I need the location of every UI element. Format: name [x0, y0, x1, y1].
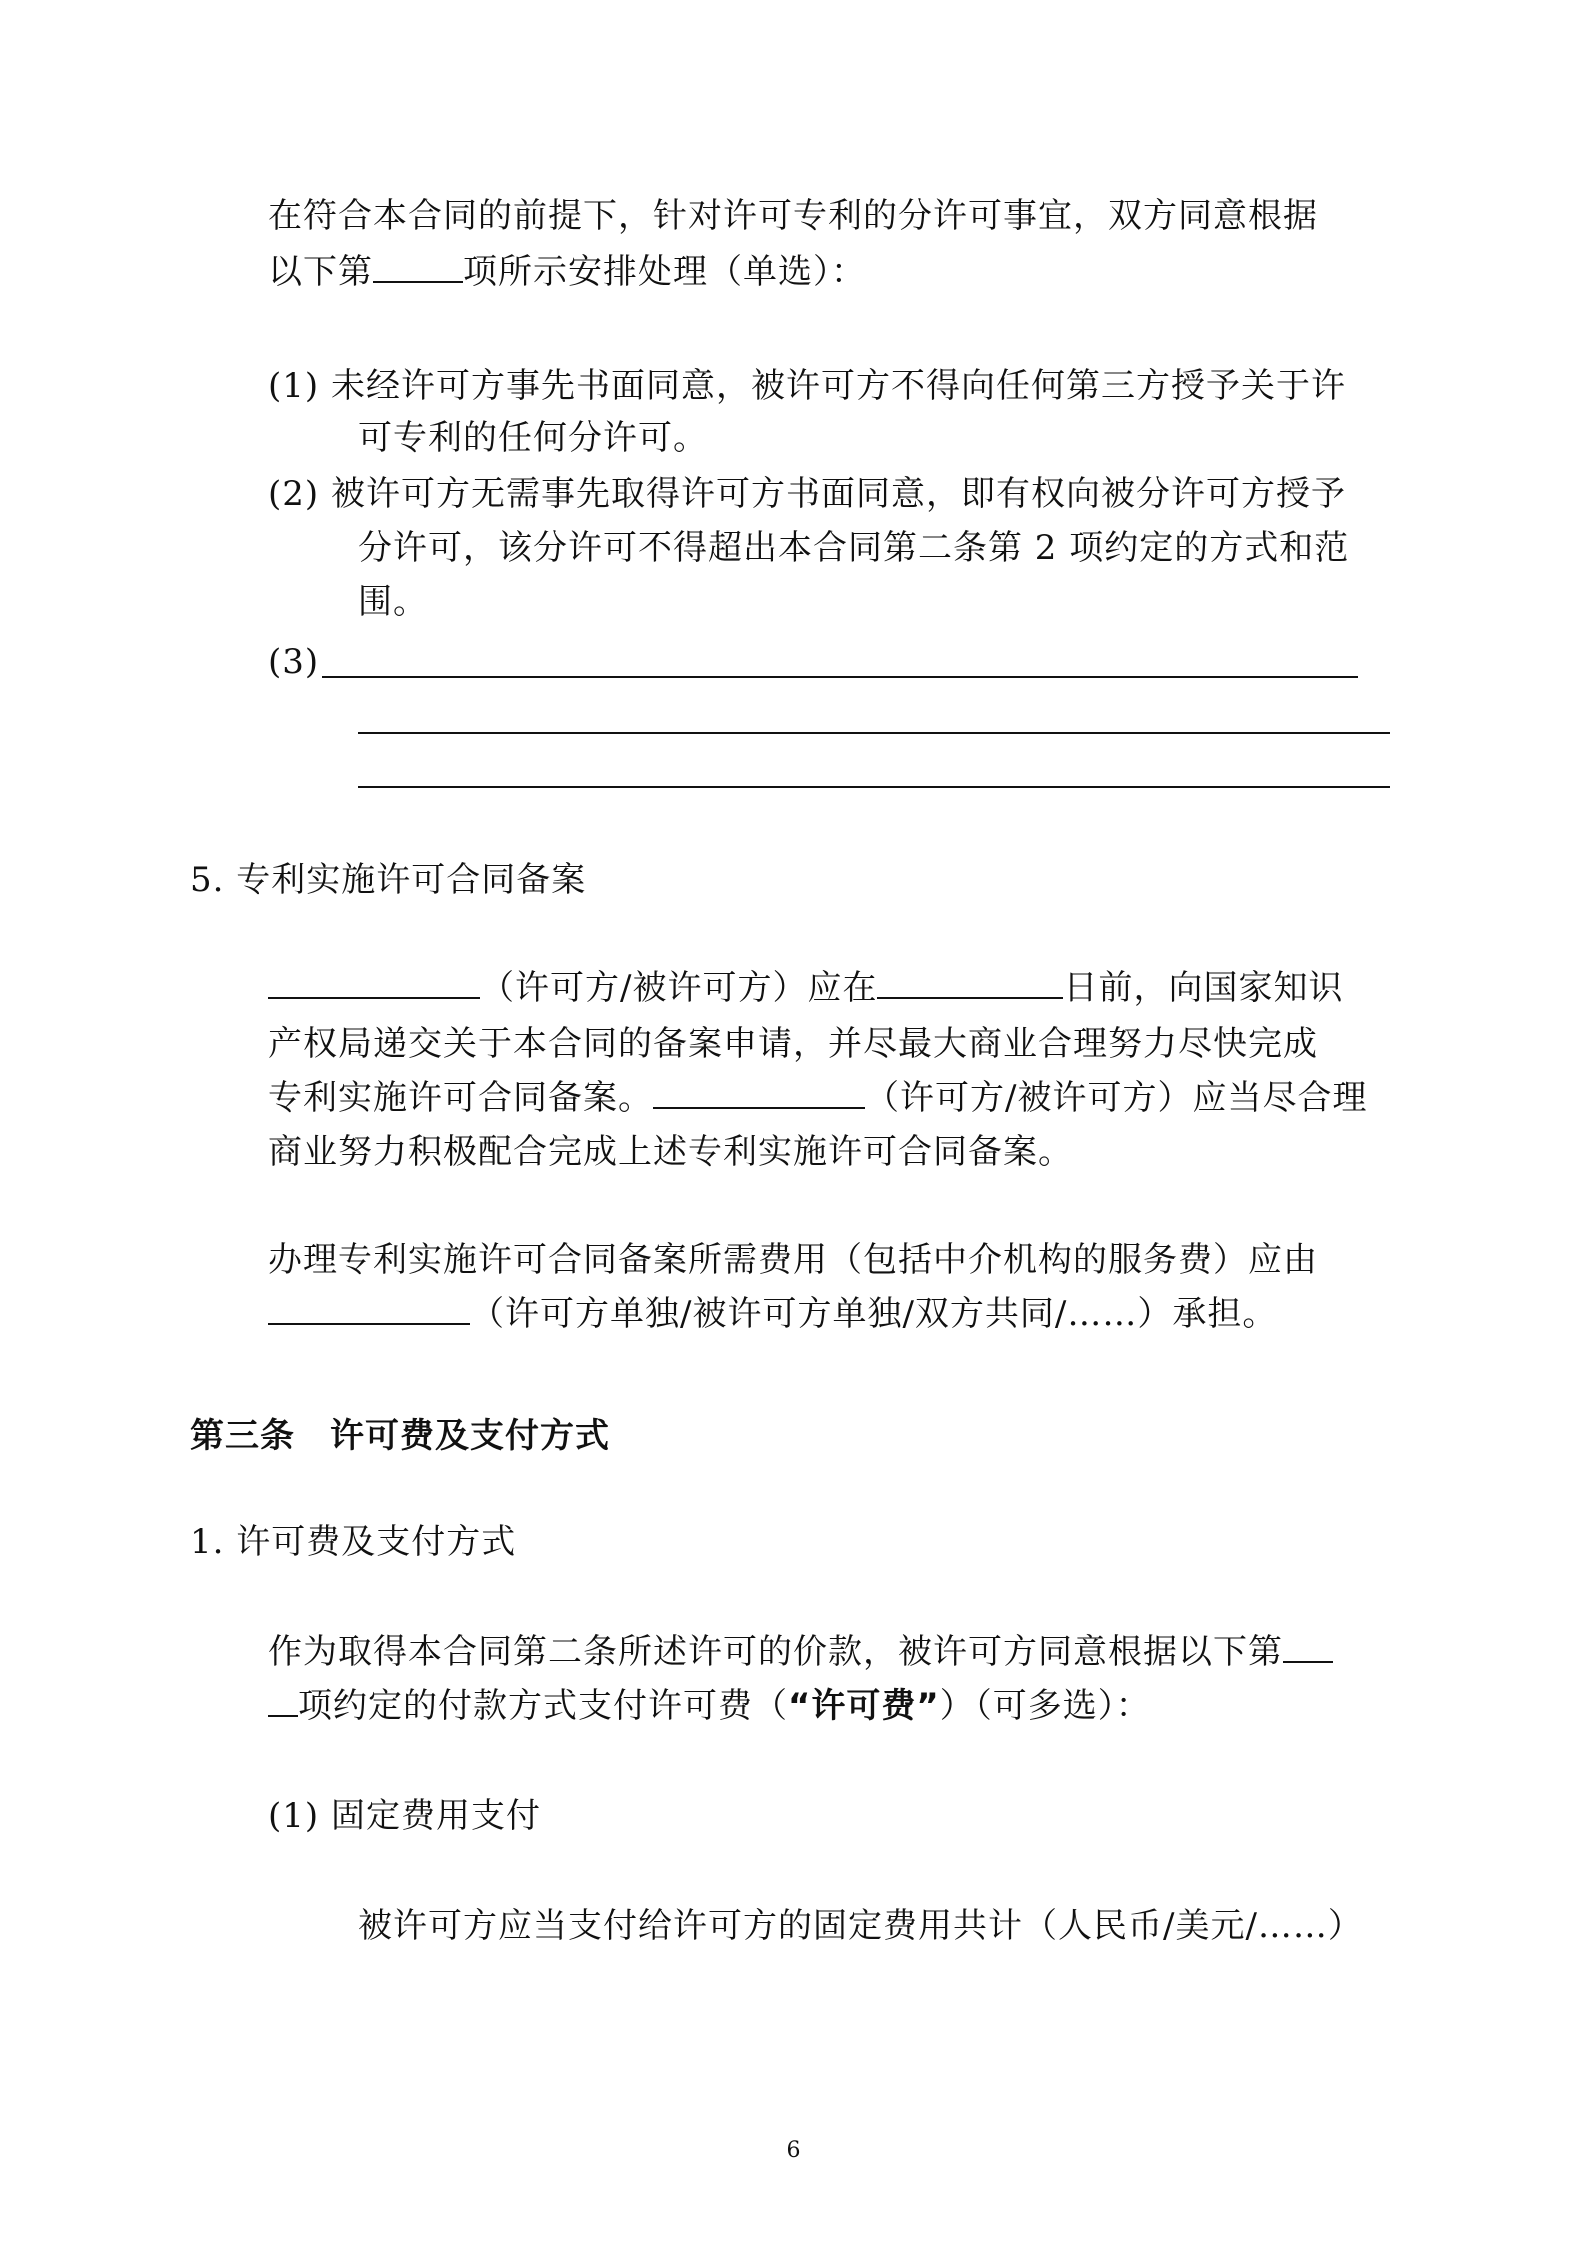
article-3-heading — [190, 1414, 610, 1458]
section-5-p1-text-f: 商业努力积极配合完成上述专利实施许可合同备案。 — [268, 1132, 1073, 1172]
fee-bearer-blank[interactable] — [268, 1293, 470, 1325]
fixed-fee-text: 被许可方应当支付给许可方的固定费用共计（人民币/美元/……） — [358, 1906, 1363, 1946]
section-5-p2-line-1 — [268, 1238, 1318, 1282]
cooperating-party-blank[interactable] — [653, 1077, 865, 1109]
section-5-p1-line-3 — [268, 1076, 1367, 1120]
section-5-p2-line-2 — [268, 1292, 1277, 1336]
article-3-p1-text-c: ）（可多选）： — [939, 1686, 1151, 1726]
option-2-line-3 — [358, 580, 428, 624]
intro-line-1 — [268, 194, 1318, 238]
fixed-fee-option-label: (1) 固定费用支付 — [268, 1796, 541, 1836]
article-3-p1-line-1 — [268, 1630, 1333, 1674]
section-5-p2-text-b: （许可方单独/被许可方单独/双方共同/……）承担。 — [470, 1294, 1278, 1334]
section-5-p1-text-a: （许可方/被许可方）应在 — [480, 968, 878, 1008]
section-5-title — [190, 858, 586, 902]
option-3-number: (3) — [268, 642, 320, 682]
article-3-sub-1-text: 1. 许可费及支付方式 — [190, 1522, 517, 1562]
license-fee-term: “许可费” — [788, 1686, 940, 1726]
payment-option-blank-a[interactable] — [1283, 1631, 1333, 1663]
article-3-heading-text: 第三条 许可费及支付方式 — [190, 1416, 610, 1456]
page-number: 6 — [786, 2138, 801, 2163]
option-1-line-1 — [268, 364, 1346, 408]
payment-option-blank-b[interactable] — [268, 1685, 298, 1717]
article-3-p1-text-a: 作为取得本合同第二条所述许可的价款，被许可方同意根据以下第 — [268, 1632, 1283, 1672]
article-3-p1-line-2 — [268, 1684, 1151, 1728]
section-5-p1-text-e: （许可方/被许可方）应当尽合理 — [865, 1078, 1368, 1118]
intro-line-2 — [268, 250, 866, 294]
section-5-title-text: 5. 专利实施许可合同备案 — [190, 860, 587, 900]
option-2-text: (2) 被许可方无需事先取得许可方书面同意，即有权向被分许可方授予 — [268, 474, 1346, 514]
option-3-blank-line-3[interactable] — [358, 786, 1390, 788]
section-5-p1-line-4 — [268, 1130, 1073, 1174]
option-3-label — [268, 640, 319, 684]
section-5-p1-text-d: 专利实施许可合同备案。 — [268, 1078, 653, 1118]
option-3-blank-line-1[interactable] — [322, 676, 1358, 678]
article-3-option-1-text — [358, 1904, 1363, 1948]
filing-date-blank[interactable] — [877, 967, 1063, 999]
article-3-p1-text-b: 项约定的付款方式支付许可费（ — [298, 1686, 788, 1726]
intro-text-1: 在符合本合同的前提下，针对许可专利的分许可事宜，双方同意根据 — [268, 196, 1318, 236]
article-3-option-1 — [268, 1794, 541, 1838]
filing-party-blank[interactable] — [268, 967, 480, 999]
section-5-p1-text-b: 日前，向国家知识 — [1063, 968, 1344, 1008]
option-number-blank[interactable] — [373, 251, 463, 283]
option-3-blank-line-2[interactable] — [358, 732, 1390, 734]
article-3-sub-1 — [190, 1520, 516, 1564]
option-1-text: (1) 未经许可方事先书面同意，被许可方不得向任何第三方授予关于许 — [268, 366, 1346, 406]
section-5-p1-line-1 — [268, 966, 1343, 1010]
option-2-text-cont: 分许可，该分许可不得超出本合同第二条第 2 项约定的方式和范 — [358, 528, 1350, 568]
section-5-p1-line-2 — [268, 1022, 1318, 1066]
intro-text-2a: 以下第 — [268, 252, 373, 292]
option-2-text-end: 围。 — [358, 582, 428, 622]
option-1-text-cont: 可专利的任何分许可。 — [358, 418, 708, 458]
section-5-p2-text-a: 办理专利实施许可合同备案所需费用（包括中介机构的服务费）应由 — [268, 1240, 1318, 1280]
option-2-line-2 — [358, 526, 1349, 570]
option-2-line-1 — [268, 472, 1346, 516]
section-5-p1-text-c: 产权局递交关于本合同的备案申请，并尽最大商业合理努力尽快完成 — [268, 1024, 1318, 1064]
option-1-line-2 — [358, 416, 708, 460]
intro-text-2b: 项所示安排处理（单选）： — [463, 252, 866, 292]
